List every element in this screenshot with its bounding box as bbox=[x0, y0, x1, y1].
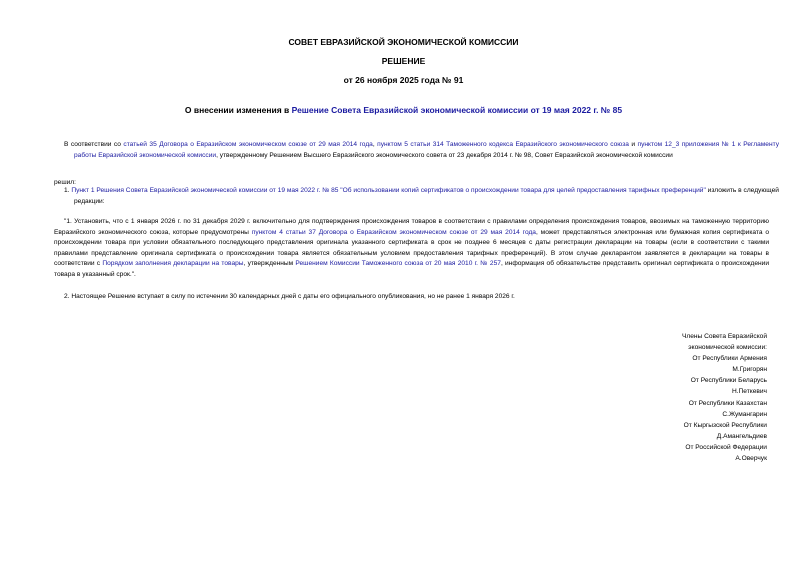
preamble-link-regulations[interactable]: пунктом 12_3 приложения № 1 к Регламенту работы Евразийской экономической комиссии bbox=[74, 141, 780, 159]
signer-name-kyrgyzstan: Д.Амангельдиев bbox=[716, 432, 767, 440]
signer-name-belarus: Н.Петкевич bbox=[731, 388, 767, 396]
doc-title-prefix: О внесении изменения в bbox=[184, 105, 292, 115]
doc-type: РЕШЕНИЕ bbox=[381, 56, 426, 66]
quote-paragraph bbox=[54, 217, 769, 280]
preamble-link-article35[interactable]: статьей 35 Договора о Евразийском экономическом союзе от 29 мая 2014 года bbox=[123, 141, 373, 148]
quote-link-declaration-procedure[interactable]: Порядком заполнения декларации на товары bbox=[102, 260, 244, 267]
preamble-paragraph bbox=[64, 140, 779, 161]
item1-text-2: изложить в следующей редакции: bbox=[74, 187, 779, 205]
quote-text-1: "1. Установить, что с 1 января 2026 г. по 31 декабря 2029 г. включительно для подтверждения происхождения товаров в соответствии с правилами определения происхождения товаров, ввозимых на таможенную территорию Евразийского экономического союза, которые предусмотрены bbox=[54, 218, 769, 236]
quote-text-4: , информация об обязательстве представить оригинал сертификата о происхождении товара в указанный срок.". bbox=[54, 260, 769, 278]
signer-country-armenia: От Республики Армения bbox=[692, 355, 767, 363]
item1-paragraph bbox=[64, 186, 779, 207]
signer-name-kazakhstan: С.Жумангарин bbox=[722, 410, 767, 418]
preamble-text-4: , утвержденному Решением Высшего Евразийского экономического совета от 23 декабря 2014 г. № 98, Совет Евразийской экономической комиссии bbox=[216, 151, 673, 159]
signer-country-russia: От Российской Федерации bbox=[685, 443, 767, 451]
preamble-text-1: В соответствии со bbox=[64, 141, 124, 148]
quote-link-treaty[interactable]: пунктом 4 статьи 37 Договора о Евразийском экономическом союзе от 29 мая 2014 года bbox=[251, 228, 536, 236]
quote-link-commission-decision[interactable]: Решением Комиссии Таможенного союза от 20 мая 2010 г. № 257 bbox=[295, 260, 501, 267]
resolved-label: решил: bbox=[54, 179, 76, 186]
preamble-link-customs-code[interactable]: пунктом 5 статьи 314 Таможенного кодекса Евразийского экономического союза bbox=[377, 141, 629, 148]
preamble-text-2: , bbox=[372, 141, 378, 148]
quote-text-3: , утвержденным bbox=[243, 260, 296, 267]
doc-title-link[interactable]: Решение Совета Евразийской экономической комиссии от 19 мая 2022 г. № 85 bbox=[291, 105, 623, 115]
date-number: от 26 ноября 2025 года № 91 bbox=[343, 75, 464, 85]
org-title: СОВЕТ ЕВРАЗИЙСКОЙ ЭКОНОМИЧЕСКОЙ КОМИССИИ bbox=[288, 37, 519, 47]
item1-link[interactable]: Пункт 1 Решения Совета Евразийской экономической комиссии от 19 мая 2022 г. № 85 "Об использовании копий сертификатов о происхождении товара для целей предоставления тарифных преференций" bbox=[71, 187, 706, 194]
signatories-block bbox=[682, 331, 767, 464]
signer-country-belarus: От Республики Беларусь bbox=[690, 377, 767, 385]
signer-name-russia: А.Оверчук bbox=[735, 455, 767, 463]
preamble-text-3: и bbox=[628, 141, 638, 148]
signer-name-armenia: М.Григорян bbox=[732, 366, 767, 374]
signer-country-kazakhstan: От Республики Казахстан bbox=[688, 399, 767, 407]
signer-country-kyrgyzstan: От Кыргызской Республики bbox=[683, 421, 767, 429]
item1-text-1: 1. bbox=[64, 187, 72, 194]
quote-text-2: , может представляться электронная или бумажная копия сертификата о происхождении товара при условии обязательного последующего представления оригинала указанного сертификата в срок не позднее 6 месяцев с даты регистрации декларации на товары (если в соответствии с такими правилами представление оригинала сертификата о происхождении товара является обязательным условием предоставления тарифных преференций). В этом случае декларантом заявляется в декларации на товары в соответствии с bbox=[54, 228, 770, 267]
doc-title bbox=[0, 105, 807, 115]
signers-heading-1: Члены Совета Евразийской bbox=[681, 333, 767, 340]
signers-heading-2: экономической комиссии: bbox=[688, 344, 767, 352]
item2-paragraph: 2. Настоящее Решение вступает в силу по истечении 30 календарных дней с даты его официального опубликования, но не ранее 1 января 2026 г. bbox=[64, 293, 515, 300]
